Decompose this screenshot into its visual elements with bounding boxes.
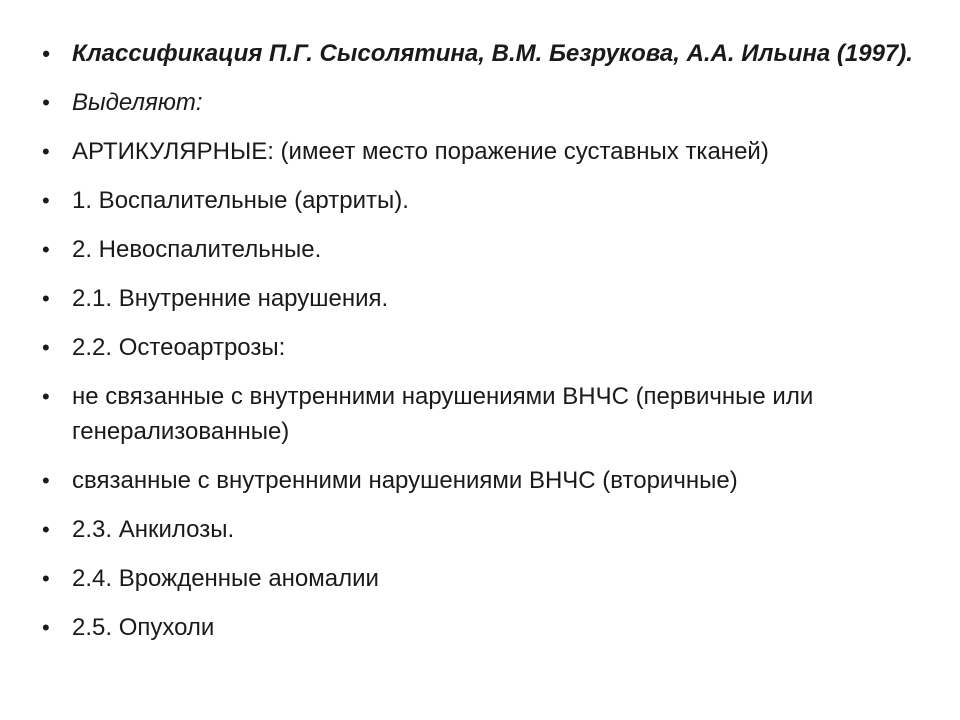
bullet-item-vydelyayut [42,85,942,120]
bullet-text: 2.3. Анкилозы. [72,516,235,543]
bullet-text: 2.1. Внутренние нарушения. [72,285,389,312]
bullet-icon: • [42,384,50,409]
bullet-item-2 [42,232,942,267]
bullet-text: 1. Воспалительные (артриты). [72,187,409,214]
bullet-text: 2. Невоспалительные. [72,236,322,263]
bullet-icon: • [42,517,50,542]
bullet-text: Выделяют: [72,89,203,116]
bullet-icon: • [42,188,50,213]
bullet-item-2-4 [42,561,942,596]
bullet-icon: • [42,237,50,262]
bullet-item-2-3 [42,512,942,547]
bullet-text: АРТИКУЛЯРНЫЕ: (имеет место поражение суставных тканей) [72,138,769,165]
bullet-icon: • [42,335,50,360]
bullet-icon: • [42,41,50,66]
bullet-text: 2.2. Остеоартрозы: [72,334,286,361]
bullet-item-2-2 [42,330,942,365]
bullet-text: 2.5. Опухоли [72,614,215,641]
bullet-icon: • [42,615,50,640]
bullet-list [42,36,942,659]
bullet-text: не связанные с внутренними нарушениями ВНЧС (первичные или генерализованные) [72,383,814,445]
bullet-item-classification-title [42,36,942,71]
bullet-icon: • [42,90,50,115]
bullet-text: связанные с внутренними нарушениями ВНЧС (вторичные) [72,467,738,494]
bullet-item-2-1 [42,281,942,316]
bullet-item-primary [42,379,942,449]
bullet-item-1 [42,183,942,218]
bullet-item-articular [42,134,942,169]
bullet-text: 2.4. Врожденные аномалии [72,565,379,592]
bullet-text: Классификация П.Г. Сысолятина, В.М. Безрукова, А.А. Ильина (1997). [72,40,913,67]
bullet-icon: • [42,566,50,591]
bullet-icon: • [42,139,50,164]
bullet-item-2-5 [42,610,942,645]
bullet-icon: • [42,286,50,311]
bullet-item-secondary [42,463,942,498]
bullet-icon: • [42,468,50,493]
